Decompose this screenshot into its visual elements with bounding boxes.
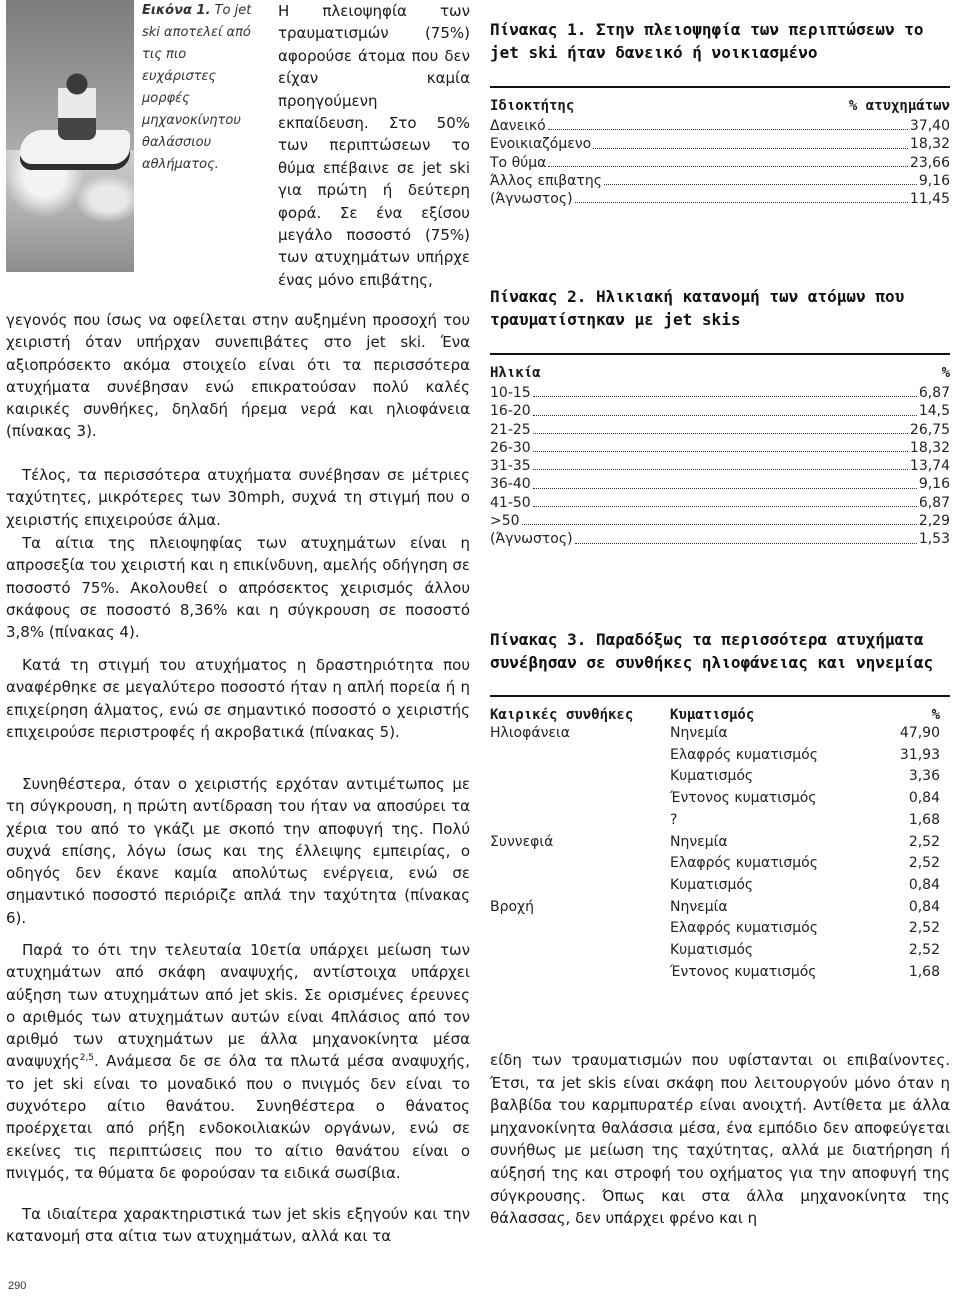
paragraph-2: Τέλος, τα περισσότερα ατυχήματα συνέβησαν σε μέτριες ταχύτητες, μικρότερες των 30mph, συχνά τη στιγμή που ο χειριστής επιχειρούσε άλμα. (6, 466, 470, 529)
table-row: 36-40 9,16 (490, 476, 950, 493)
table-row: 26-30 18,32 (490, 439, 950, 456)
table-1-body (490, 117, 950, 208)
table-2-header (490, 353, 950, 381)
table-row: (Άγνωστος) 1,53 (490, 531, 950, 548)
paragraph-1-rest: γεγονός που ίσως να οφείλεται στην αυξημένη προσοχή του χειριστή όταν υπήρχαν συνεπιβάτες στο jet ski. Ένα αξιοπρόσεκτο ακόμα στοιχείο είναι ότι τα περισσότερα ατυχήματα συνέβησαν ενώ επικρατούσαν πολύ καλές καιρικές συνθήκες, δηλαδή ήρεμα νερά και ηλιοφάνεια (πίνακας 3). (6, 311, 470, 441)
paragraph-6-b: . Ανάμεσα δε σε όλα τα πλωτά μέσα αναψυχής, το jet ski είναι το μοναδικό που ο πνιγμός δεν είναι το συχνότερο αίτιο θανάτου. Συνηθέστερα ο θάνατος προέρχεται από ρήξη ενδοκοιλιακών οργάνων, ενώ σε εκείνες τις περιπτώσεις που το αίτιο θανάτου είναι ο πνιγμός, τα θύματα δε φορούσαν τα ειδικά σωσίβια. (6, 1052, 470, 1182)
table-row: Συννεφιά Νηνεμία 2,52 (490, 833, 940, 850)
paragraph-7: Τα ιδιαίτερα χαρακτηριστικά των jet skis εξηγούν και την κατανομή στα αίτια των ατυχημάτων, αλλά και τα (6, 1205, 470, 1246)
paragraph-6 (6, 939, 470, 1184)
paragraph-4: Κατά τη στιγμή του ατυχήματος η δραστηριότητα που αναφέρθηκε σε μεγαλύτερο ποσοστό ήταν η απλή πορεία ή η επιχείρηση άλματος, ενώ σε σημαντικό ποσοστό ο χειριστής επιχειρούσε περιστροφές ή ακροβατικά (πίνακας 5). (6, 656, 470, 741)
table-3 (490, 628, 950, 983)
table-row: ? 1,68 (670, 811, 940, 828)
paragraph-1-top: Η πλειοψηφία των τραυματισμών (75%) αφορούσε άτομα που δεν είχαν καμία προηγούμενη εκπαίδευση. Στο 50% των περιπτώσεων το θύμα επέβαινε σε jet ski για πρώτη ή δεύτερη φορά. Σε ένα εξίσου μεγάλο ποσοστό (75%) των ατυχημάτων υπήρχε ένας μόνο επιβάτης, (278, 2, 470, 289)
right-column-paragraph: είδη των τραυματισμών που υφίστανται οι επιβαίνοντες. Έτσι, τα jet skis είναι σκάφη που λειτουργούν μόνο όταν η βαλβίδα του καρμπυρατέρ είναι ανοιχτή. Αντίθετα με άλλα μηχανοκίνητα θαλάσσια μέσα, ένα εμπόδιο δεν αποφεύγεται συνήθως με μείωση της ταχύτητας, αλλά με διατήρηση ή αύξησή της και στροφή του οχήματος για την αποφυγή της σύγκρουσης. Όπως και στα άλλα μηχανοκίνητα της θάλασσας, δεν υπάρχει φρένο και η (490, 1051, 950, 1228)
table-row: Ενοικιαζόμενο 18,32 (490, 136, 950, 153)
table-1-title: Πίνακας 1. Στην πλειοψηφία των περιπτώσεων το jet ski ήταν δανεικό ή νοικιασμένο (490, 20, 924, 62)
table-row: 10-15 6,87 (490, 385, 950, 401)
table-row: Ελαφρός κυματισμός 31,93 (670, 746, 940, 763)
table-row: Το θύμα 23,66 (490, 154, 950, 171)
table-row: Κυματισμός 2,52 (670, 942, 940, 959)
table-row: Ελαφρός κυματισμός 2,52 (670, 855, 940, 872)
table-row: >50 2,29 (490, 513, 950, 530)
table-row: Ελαφρός κυματισμός 2,52 (670, 920, 940, 937)
table-2-col-percent: % (941, 365, 950, 381)
paragraph-3: Τα αίτια της πλειοψηφίας των ατυχημάτων είναι η απροσεξία του χειριστή και η επικίνδυνη, αμελής οδήγηση σε ποσοστό 75%. Ακολουθεί ο απρόσεκτος χειρισμός άλλου σκάφους σε ποσοστό 8,36% και η σύγκρουση σε ποσοστό 3,8% (πίνακας 4). (6, 534, 471, 642)
table-row: Ηλιοφάνεια Νηνεμία 47,90 (490, 725, 940, 741)
figure-caption (142, 0, 260, 176)
table-row: 16-20 14,5 (490, 403, 950, 420)
table-row: Έντονος κυματισμός 0,84 (670, 790, 940, 807)
figure-caption-text: Το jet ski αποτελεί από τις πιο ευχάριστες μορφές μηχανοκίνητου θαλάσσιου αθλήματος. (142, 3, 252, 172)
table-row: Δανεικό 37,40 (490, 118, 950, 134)
table-1 (490, 18, 950, 208)
figure-label: Εικόνα 1. (142, 3, 211, 18)
rider-shape (58, 70, 96, 140)
table-3-col-waves: Κυματισμός (670, 707, 755, 723)
table-2-col-age: Ηλικία (490, 365, 541, 381)
citation-superscript: 2,5 (79, 1053, 95, 1064)
jet-ski-photo (6, 0, 134, 272)
table-3-col-percent: % (931, 707, 940, 723)
table-row: Βροχή Νηνεμία 0,84 (490, 898, 940, 915)
table-2 (490, 285, 950, 549)
water-splash (6, 150, 134, 272)
paragraph-5: Συνηθέστερα, όταν ο χειριστής ερχόταν αντιμέτωπος με τη σύγκρουση, η πρώτη αντίδραση του ήταν να αποσύρει τα χέρια του από το γκάζι με σκοπό την αποφυγή της. Πολύ συχνά επίσης, λόγω ίσως και της έλλειψης εμπειρίας, ο οδηγός δεν έκανε καμία απολύτως ενέργεια, ενώ σε σημαντικό ποσοστό περιόριζε απλά την ταχύτητα (πίνακας 6). (6, 775, 470, 927)
table-3-col-weather: Καιρικές συνθήκες (490, 707, 634, 723)
table-row: Κυματισμός 0,84 (670, 876, 940, 893)
table-1-header (490, 86, 950, 114)
table-row: Άλλος επιβατης 9,16 (490, 172, 950, 189)
table-row: (Άγνωστος) 11,45 (490, 191, 950, 208)
paragraph-6-a: Παρά το ότι την τελευταία 10ετία υπάρχει μείωση των ατυχημάτων από σκάφη αναψυχής, αντίστοιχα υπάρχει αύξηση των ατυχημάτων από jet skis. Σε ορισμένες έρευνες ο αριθμός των ατυχημάτων αυτών είναι 4πλάσιος από τον αριθμό των ατυχημάτων με άλλα μηχανοκίνητα μέσα αναψυχής (6, 941, 470, 1071)
table-2-body (490, 384, 950, 549)
table-1-col-owner: Ιδιοκτήτης (490, 98, 575, 114)
table-3-title: Πίνακας 3. Παραδόξως τα περισσότερα ατυχήματα συνέβησαν σε συνθήκες ηλιοφάνειας και νηνεμίας (490, 630, 934, 672)
table-row: 41-50 6,87 (490, 494, 950, 511)
table-row: 31-35 13,74 (490, 458, 950, 475)
table-3-header (490, 695, 950, 723)
table-row: Κυματισμός 3,36 (670, 768, 940, 785)
table-row: Έντονος κυματισμός 1,68 (670, 963, 940, 980)
table-3-body (490, 723, 950, 983)
table-2-title: Πίνακας 2. Ηλικιακή κατανομή των ατόμων που τραυματίστηκαν με jet skis (490, 287, 905, 329)
table-row: 21-25 26,75 (490, 421, 950, 438)
page-number: 290 (8, 1280, 27, 1292)
table-1-col-percent: % ατυχημάτων (848, 98, 950, 114)
